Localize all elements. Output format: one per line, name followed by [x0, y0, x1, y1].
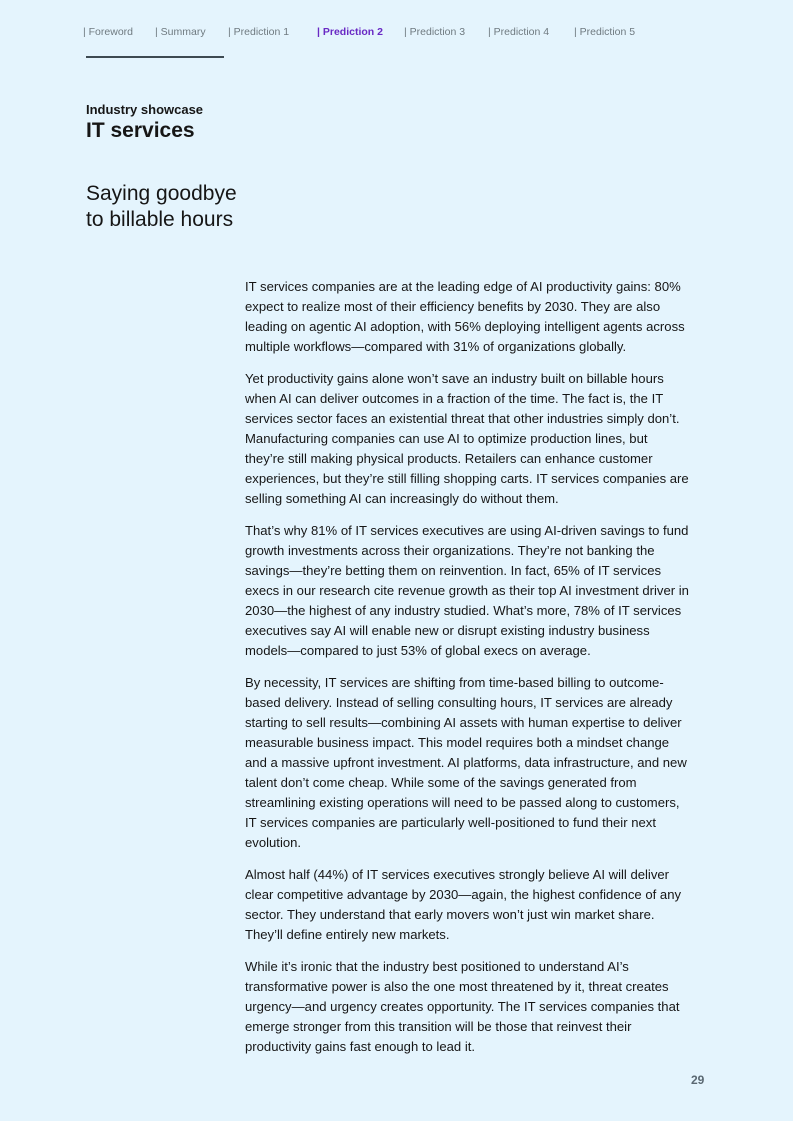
page-title: IT services	[86, 119, 195, 142]
page-number: 29	[691, 1073, 705, 1087]
nav-item-prediction-3[interactable]: | Prediction 3	[404, 26, 466, 38]
body-paragraph: While it’s ironic that the industry best positioned to understand AI’s transformative power is also the one most threatened by it, threat creates urgency—and urgency creates opportunity. The IT services companies that emerge stronger from this transition will be those that reinvest their productivity gains fast enough to lead it.	[245, 959, 680, 1054]
body-paragraph: That’s why 81% of IT services executives are using AI-driven savings to fund growth investments across their organizations. They’re not banking the savings—they’re betting them on reinvention. In fact, 65% of IT services execs in our research cite revenue growth as their top AI investment driver in 2030—the highest of any industry studied. What’s more, 78% of IT services executives say AI will enable new or disrupt existing industry business models—compared to just 53% of global execs on average.	[245, 523, 689, 658]
article-body	[245, 277, 689, 1069]
subtitle-line-1: Saying goodbye	[86, 182, 237, 205]
subtitle-line-2: to billable hours	[86, 208, 234, 231]
body-paragraph: Yet productivity gains alone won’t save an industry built on billable hours when AI can deliver outcomes in a fraction of the time. The fact is, the IT services sector faces an existential threat that other industries simply don’t. Manufacturing companies can use AI to optimize production lines, but they’re still making physical products. Retailers can enhance customer experiences, but they’re still filling shopping carts. IT services companies are selling something AI can increasingly do without them.	[245, 371, 689, 506]
nav-item-summary[interactable]: | Summary	[155, 26, 206, 38]
body-paragraph: Almost half (44%) of IT services executives strongly believe AI will deliver clear competitive advantage by 2030—again, the highest confidence of any sector. They understand that early movers won’t just win market share. They’ll define entirely new markets.	[245, 867, 682, 942]
section-eyebrow: Industry showcase	[86, 102, 204, 117]
nav-item-prediction-4[interactable]: | Prediction 4	[488, 26, 550, 38]
nav-item-prediction-2[interactable]: | Prediction 2	[317, 26, 383, 38]
page-subtitle	[86, 181, 256, 233]
nav-divider	[86, 56, 224, 58]
nav-item-prediction-5[interactable]: | Prediction 5	[574, 26, 636, 38]
body-paragraph: By necessity, IT services are shifting from time-based billing to outcome-based delivery. Instead of selling consulting hours, IT services are already starting to sell results—combining AI assets with human expertise to deliver measurable business impact. This model requires both a mindset change and a massive upfront investment. AI platforms, data infrastructure, and new talent don’t come cheap. While some of the savings generated from streamlining existing operations will need to be passed along to customers, IT services companies are particularly well-positioned to fund their next evolution.	[245, 675, 687, 850]
body-paragraph: IT services companies are at the leading edge of AI productivity gains: 80% expect to realize most of their efficiency benefits by 2030. They are also leading on agentic AI adoption, with 56% deploying intelligent agents across multiple workflows—compared with 31% of organizations globally.	[245, 279, 685, 354]
nav-item-foreword[interactable]: | Foreword	[83, 26, 133, 38]
nav-item-prediction-1[interactable]: | Prediction 1	[228, 26, 290, 38]
